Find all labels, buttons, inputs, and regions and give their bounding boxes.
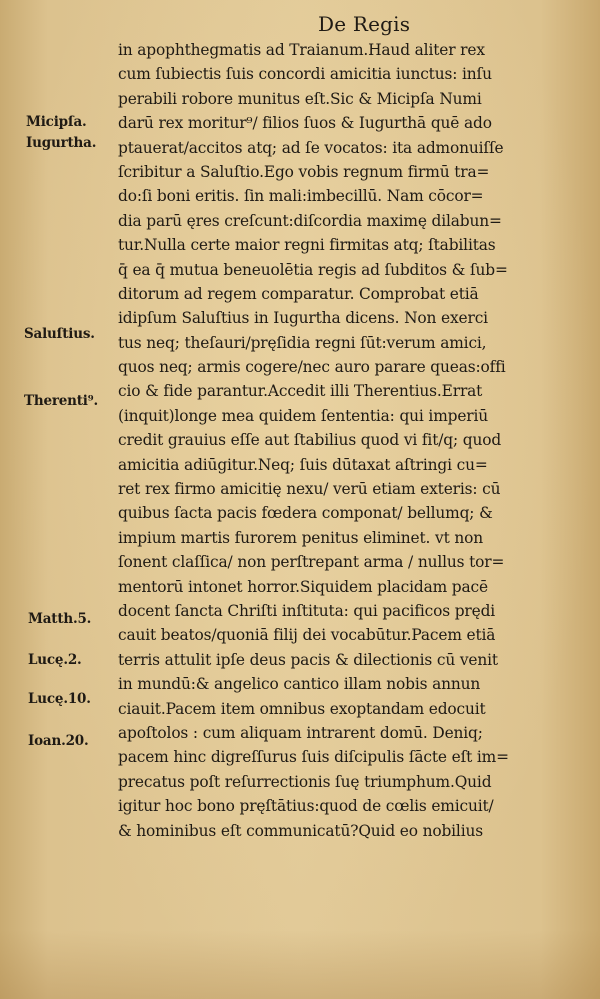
text-line: ditorum ad regem comparatur. Comprobat etiā <box>118 284 479 303</box>
text-line: ret rex firmo amicitię nexu/ verū etiam exteris: cū <box>118 480 501 499</box>
margin-notes <box>0 0 118 999</box>
text-line: do:ſi boni eritis. ſin mali:imbecillū. Nam cōcor= <box>118 187 484 206</box>
text-line: ptauerat/accitos atq; ad ſe vocatos: ita admonuiſſe <box>118 138 504 157</box>
text-line: q̄ ea q̄ mutua beneuolētia regis ad ſubditos & ſub= <box>118 260 508 279</box>
text-line: apoſtolos : cum aliquam intrarent domū. Deniq; <box>118 723 483 742</box>
text-line: ſcribitur a Saluſtio.Ego vobis regnum firmū tra= <box>118 162 490 181</box>
text-line: amicitia adiūgitur.Neq; ſuis dūtaxat aſtringi cu= <box>118 455 488 474</box>
text-line: in apophthegmatis ad Traianum.Haud aliter rex <box>118 41 485 59</box>
text-line: tur.Nulla certe maior regni firmitas atq; ſtabilitas <box>118 236 496 255</box>
margin-note: Lucę.10. <box>28 691 91 707</box>
text-line: cum ſubiectis ſuis concordi amicitia iunctus: inſu <box>118 65 492 84</box>
margin-note: Ioan.20. <box>28 733 89 749</box>
body-text <box>118 38 580 843</box>
text-line: cio & fide parantur.Accedit illi Therentius.Errat <box>118 382 483 401</box>
text-line: dia parū ęres creſcunt:diſcordia maximę dilabun= <box>118 211 502 230</box>
text-line: precatus poſt reſurrectionis ſuę triumphum.Quid <box>118 772 492 791</box>
text-line: tus neq; theſauri/pręſidia regni ſūt:verum amici, <box>118 333 487 352</box>
margin-note: Iugurtha. <box>26 135 97 151</box>
text-line: terris attulit ipſe deus pacis & dilectionis cū venit <box>118 650 498 669</box>
text-line: & hominibus eſt communicatū?Quid eo nobilius <box>118 821 483 840</box>
text-line: quibus ſacta pacis fœdera componat/ bellumq; & <box>118 504 493 523</box>
margin-note: Saluſtius. <box>24 326 95 342</box>
running-head: De Regis <box>318 12 411 36</box>
margin-note: Micipſa. <box>26 114 87 130</box>
text-line: quos neq; armis cogere/nec auro parare queas:offi <box>118 358 506 377</box>
margin-note: Lucę.2. <box>28 652 82 668</box>
text-line: ciauit.Pacem item omnibus exoptandam edocuit <box>118 699 486 718</box>
text-line: cauit beatos/quoniā filij dei vocabūtur.Pacem etiā <box>118 626 496 645</box>
text-line: impium martis furorem penitus eliminet. vt non <box>118 528 484 547</box>
text-line: perabili robore munitus eſt.Sic & Micipſa Numi <box>118 89 482 108</box>
text-line: darū rex moritur⁹/ filios ſuos & Iugurthā quē ado <box>118 114 492 133</box>
text-line: pacem hinc digreſſurus ſuis diſcipulis ſācte eſt im= <box>118 748 509 767</box>
margin-note: Matth.5. <box>28 611 92 627</box>
text-line: ſonent claſſica/ non perſtrepant arma / nullus tor= <box>118 553 505 572</box>
text-line: igitur hoc bono pręſtātius:quod de cœlis emicuit/ <box>118 797 494 816</box>
text-line: (inquit)longe mea quidem ſententia: qui imperiū <box>118 406 489 425</box>
margin-note: Therenti⁹. <box>24 393 98 409</box>
text-line: idipſum Saluſtius in Iugurtha dicens. Non exerci <box>118 309 488 328</box>
text-line: credit grauius eſſe aut ſtabilius quod vi fit/q; quod <box>118 431 502 450</box>
text-line: docent ſancta Chriſti inſtituta: qui pacificos prędi <box>118 601 496 620</box>
text-line: in mundū:& angelico cantico illam nobis annun <box>118 675 481 694</box>
text-line: mentorū intonet horror.Siquidem placidam pacē <box>118 577 488 596</box>
